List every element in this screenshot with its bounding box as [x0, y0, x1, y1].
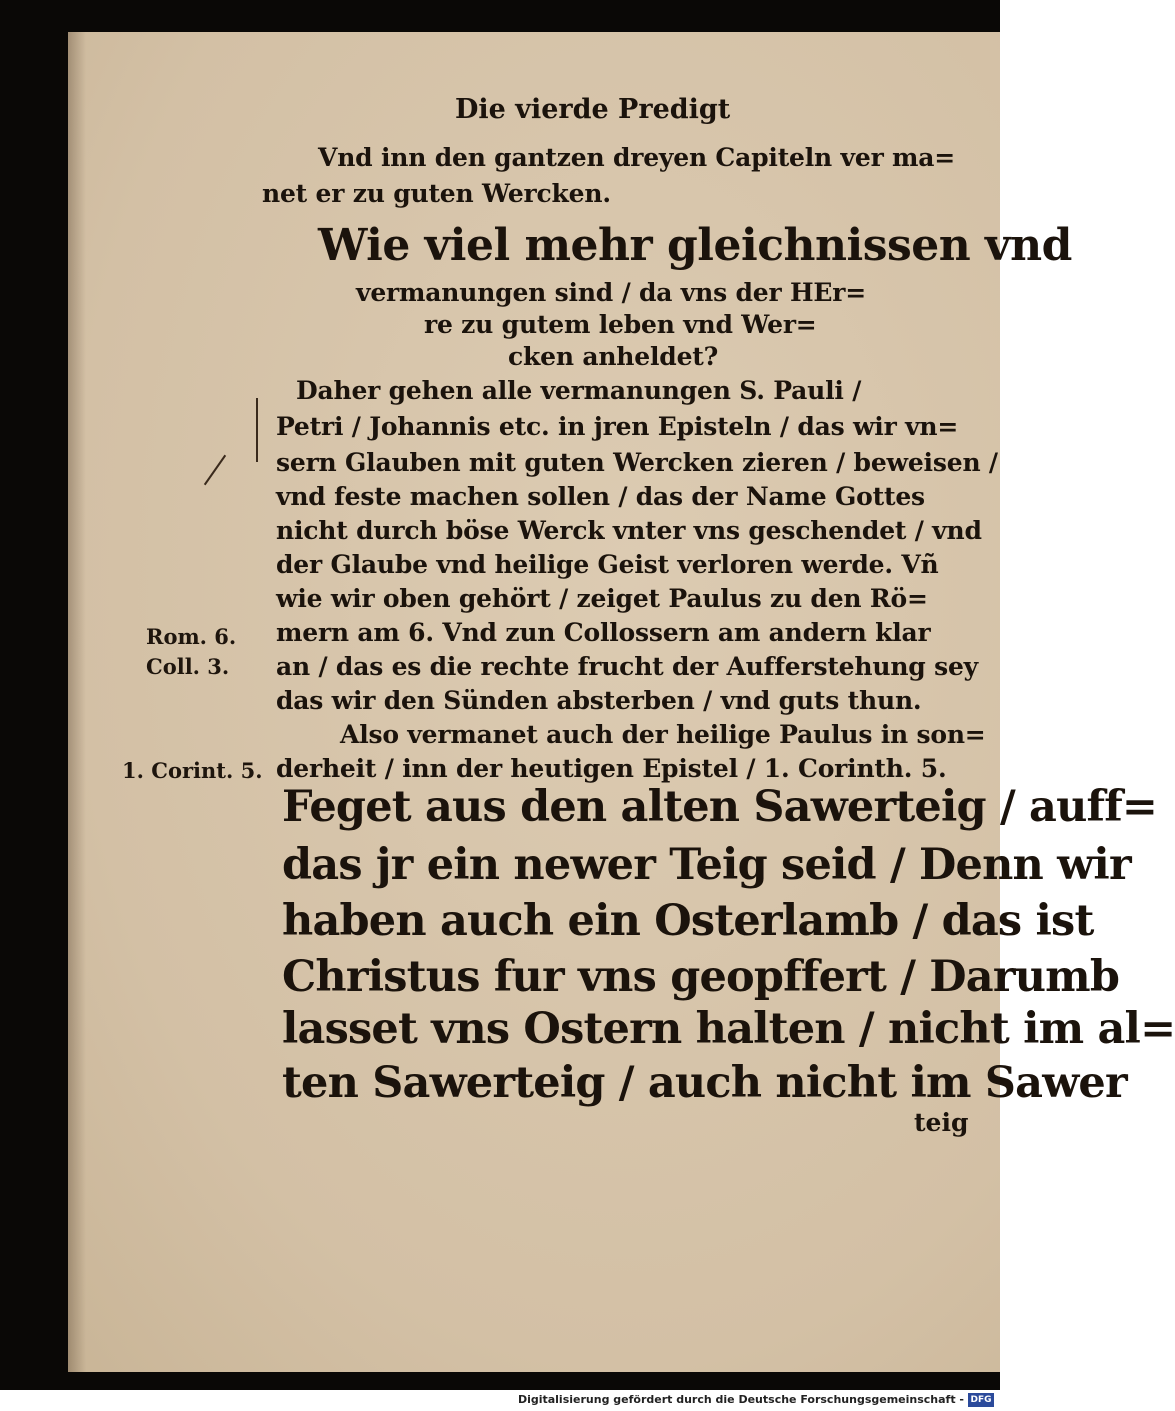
text-line: Also vermanet auch der heilige Paulus in son= [340, 720, 986, 749]
text-line: das wir den Sünden absterben / vnd guts thun. [276, 686, 922, 715]
large-text-line: Christus fur vns geopffert / Darumb [282, 952, 1120, 1002]
text-line: cken anheldet? [508, 342, 719, 371]
text-line: Petri / Johannis etc. in jren Episteln / das wir vn= [276, 412, 959, 441]
text-line: re zu gutem leben vnd Wer= [424, 310, 817, 339]
large-text-line: das jr ein newer Teig seid / Denn wir [282, 840, 1131, 890]
ink-mark [256, 398, 258, 462]
dfg-logo: DFG [968, 1393, 994, 1407]
text-line: derheit / inn der heutigen Epistel / 1. Corinth. 5. [276, 754, 947, 783]
text-line: sern Glauben mit guten Wercken zieren / beweisen / [276, 448, 998, 477]
text-line: Daher gehen alle vermanungen S. Pauli / [296, 376, 862, 405]
text-line: net er zu guten Wercken. [262, 179, 611, 208]
large-text-line: lasset vns Ostern halten / nicht im al= [282, 1004, 1175, 1054]
margin-note: Rom. 6. [146, 624, 237, 649]
text-line: mern am 6. Vnd zun Collossern am andern klar [276, 618, 931, 647]
text-line: vnd feste machen sollen / das der Name Gottes [276, 482, 925, 511]
heading-line: Wie viel mehr gleichnissen vnd [318, 220, 1072, 271]
text-line: nicht durch böse Werck vnter vns geschendet / vnd [276, 516, 982, 545]
text-line: an / das es die rechte frucht der Aufferstehung sey [276, 652, 978, 681]
text-line: wie wir oben gehört / zeiget Paulus zu den Rö= [276, 584, 928, 613]
footer-credit: Digitalisierung gefördert durch die Deutsche Forschungsgemeinschaft - [517, 1393, 964, 1406]
margin-note: Coll. 3. [146, 654, 230, 679]
catchword: teig [914, 1108, 969, 1137]
text-line: Vnd inn den gantzen dreyen Capiteln ver ma= [318, 143, 956, 172]
gutter-shadow [68, 32, 86, 1372]
margin-note: 1. Corint. 5. [122, 758, 263, 783]
large-text-line: ten Sawerteig / auch nicht im Sawer [282, 1058, 1127, 1108]
text-line: vermanungen sind / da vns der HEr= [356, 278, 866, 307]
large-text-line: Feget aus den alten Sawerteig / auff= [282, 782, 1158, 832]
running-head: Die vierde Predigt [455, 94, 731, 125]
large-text-line: haben auch ein Osterlamb / das ist [282, 896, 1094, 946]
text-line: der Glaube vnd heilige Geist verloren werde. Vñ [276, 550, 939, 579]
